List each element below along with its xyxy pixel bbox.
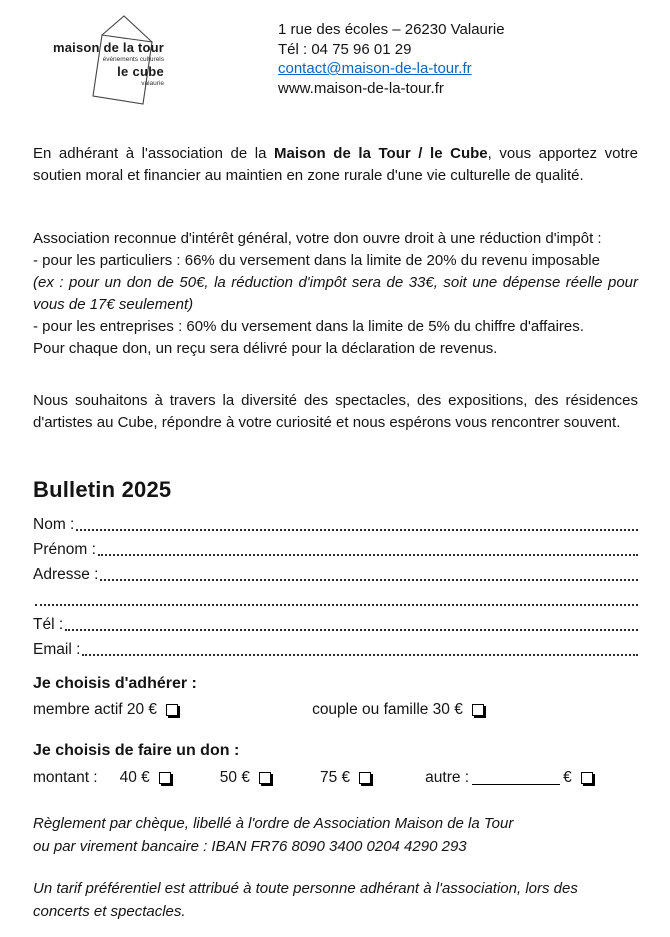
don-75-checkbox[interactable] [359, 772, 371, 784]
don-autre-amount-field[interactable] [472, 771, 560, 785]
field-nom-label: Nom : [33, 516, 75, 533]
option-couple-famille [312, 701, 486, 719]
field-nom [33, 510, 638, 535]
option-don-75-label: 75 € [319, 769, 351, 786]
association-name-bold: Maison de la Tour / le Cube [274, 145, 488, 162]
field-prenom-label: Prénom : [33, 541, 96, 558]
field-tel-label: Tél : [33, 616, 64, 633]
intro-paragraph-text: , vous apportez votre soutien moral et financier au maintien en zone rurale d'une vie culturelle de qualité. [33, 145, 638, 184]
adhesion-heading: Je choisis d'adhérer : [33, 675, 197, 692]
option-membre-actif [33, 701, 180, 719]
logo-valaurie: valaurie [141, 80, 164, 88]
payment-cheque-line: Règlement par chèque, libellé à l'ordre de Association Maison de la Tour [33, 815, 514, 832]
option-don-40 [120, 769, 173, 787]
intro-paragraph-text: En adhérant à l'association de la [33, 145, 275, 162]
don-autre-label: autre : [425, 769, 470, 786]
field-email [33, 635, 638, 660]
field-tel [33, 610, 638, 635]
field-adresse2-line [35, 604, 638, 606]
don-montant-label: montant : [33, 769, 98, 786]
tax-entreprises-line: - pour les entreprises : 60% du versement dans la limite de 5% du chiffre d'affaires. [33, 318, 584, 335]
logo-text [53, 41, 164, 88]
tax-paragraph [33, 228, 638, 360]
contact-block [278, 20, 505, 98]
contact-phone: Tél : 04 75 96 01 29 [278, 40, 412, 58]
field-adresse-2 [33, 585, 638, 610]
don-50-checkbox[interactable] [259, 772, 271, 784]
field-adresse [33, 560, 638, 585]
adhesion-options [33, 701, 638, 719]
logo-subtitle: événements culturels [102, 55, 164, 63]
field-adresse-label: Adresse : [33, 566, 99, 583]
option-don-75 [320, 769, 373, 787]
field-tel-line [65, 629, 638, 631]
don-autre-euro: € [563, 769, 572, 786]
wish-paragraph: Nous souhaitons à travers la diversité des spectacles, des expositions, des résidences d'artistes au Cube, répondre à votre curiosité et nous espérons vous rencontrer souvent. [33, 392, 638, 431]
option-couple-famille-label: couple ou famille 30 € [312, 701, 463, 718]
don-options [33, 769, 638, 787]
contact-website: www.maison-de-la-tour.fr [278, 79, 444, 97]
option-don-40-label: 40 € [119, 769, 150, 786]
intro-paragraph [33, 143, 638, 187]
field-email-line [82, 654, 638, 656]
tax-example-line: (ex : pour un don de 50€, la réduction d'impôt sera de 33€, soit une dépense réelle pour vous de 17€ seulement) [33, 274, 638, 313]
field-nom-line [76, 529, 638, 531]
bulletin-title: Bulletin 2025 [33, 477, 172, 502]
option-don-50 [220, 769, 273, 787]
field-email-label: Email : [33, 641, 81, 658]
don-40-checkbox[interactable] [159, 772, 171, 784]
couple-famille-checkbox[interactable] [472, 704, 484, 716]
preferential-note: Un tarif préférentiel est attribué à toute personne adhérant à l'association, lors des concerts et spectacles. [33, 880, 578, 920]
logo-title: maison de la tour [52, 40, 164, 55]
association-logo [38, 10, 172, 112]
don-heading: Je choisis de faire un don : [33, 742, 240, 759]
tax-particuliers-line: - pour les particuliers : 66% du versement dans la limite de 20% du revenu imposable [33, 252, 600, 269]
field-prenom-line [98, 554, 638, 556]
option-don-autre [425, 769, 595, 787]
membre-actif-checkbox[interactable] [166, 704, 178, 716]
tax-intro-line: Association reconnue d'intérêt général, votre don ouvre droit à une réduction d'impôt : [33, 230, 602, 247]
payment-note [33, 813, 638, 858]
contact-email-link[interactable]: contact@maison-de-la-tour.fr [278, 60, 472, 77]
option-membre-actif-label: membre actif 20 € [33, 701, 158, 718]
contact-address: 1 rue des écoles – 26230 Valaurie [278, 21, 505, 38]
don-autre-checkbox[interactable] [581, 772, 593, 784]
tax-receipt-line: Pour chaque don, un reçu sera délivré pour la déclaration de revenus. [33, 340, 498, 357]
field-prenom [33, 535, 638, 560]
payment-iban-line: ou par virement bancaire : IBAN FR76 8090 3400 0204 4290 293 [33, 837, 467, 855]
form-fields [33, 510, 638, 660]
logo-le-cube: le cube [117, 64, 164, 80]
field-adresse-line [100, 579, 638, 581]
option-don-50-label: 50 € [219, 769, 250, 786]
